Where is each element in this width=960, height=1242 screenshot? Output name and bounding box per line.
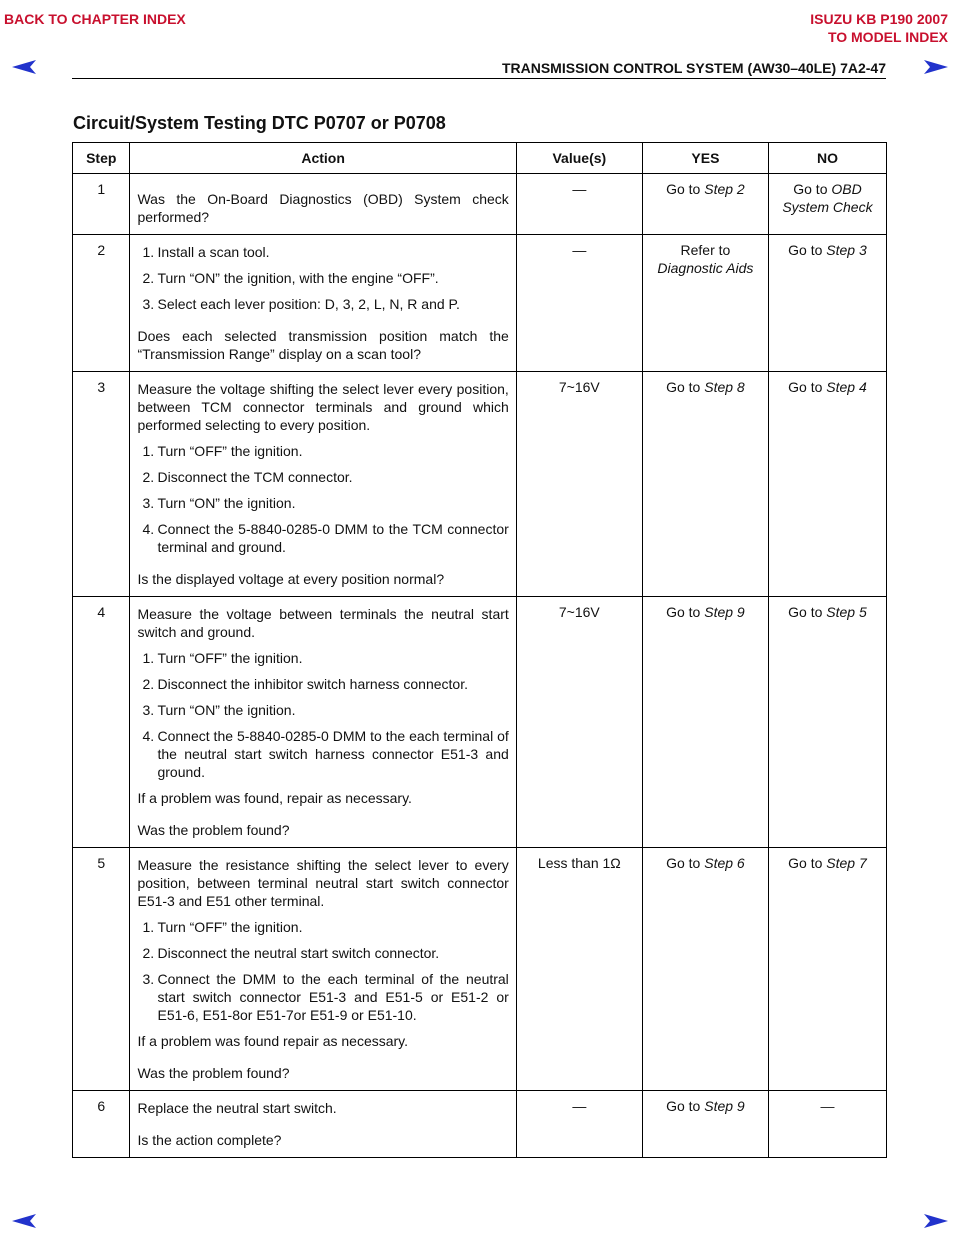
model-title: ISUZU KB P190 2007	[810, 11, 948, 27]
value-cell: 7~16V	[516, 372, 642, 597]
no-target-link[interactable]: OBD System Check	[782, 181, 873, 215]
substep-item: 4. Connect the 5-8840-0285-0 DMM to the TCM connector terminal and ground.	[142, 521, 509, 555]
action-intro: Measure the voltage between terminals the neutral start switch and ground.	[137, 606, 509, 640]
substep-item: 4. Connect the 5-8840-0285-0 DMM to the each terminal of the neutral start switch harness connector E51-3 and ground.	[142, 728, 509, 780]
table-row	[73, 848, 887, 1091]
action-cell	[130, 848, 516, 1091]
value-cell: Less than 1Ω	[516, 848, 642, 1091]
no-cell	[768, 174, 886, 235]
yes-target-link[interactable]: Diagnostic Aids	[657, 260, 754, 276]
header-yes: YES	[642, 143, 768, 174]
no-target-link[interactable]: Step 4	[826, 379, 867, 395]
substep-item: 1. Turn “OFF” the ignition.	[142, 443, 303, 459]
substep-item: 2. Disconnect the neutral start switch connector.	[142, 945, 440, 961]
section-title: Circuit/System Testing DTC P0707 or P0708	[73, 113, 446, 133]
no-cell	[768, 372, 886, 597]
yes-prefix: Go to	[666, 604, 705, 620]
step-number: 6	[73, 1091, 130, 1158]
table-row	[73, 372, 887, 597]
substep-item: 1. Turn “OFF” the ignition.	[142, 919, 303, 935]
action-question: Does each selected transmission position match the “Transmission Range” display on a scan tool?	[137, 328, 509, 362]
step-number: 5	[73, 848, 130, 1091]
no-target-link[interactable]: Step 5	[826, 604, 867, 620]
header-values: Value(s)	[516, 143, 642, 174]
action-cell	[130, 1091, 516, 1158]
prev-page-arrow-icon[interactable]	[10, 58, 38, 76]
yes-target-link[interactable]: Step 9	[704, 1098, 745, 1114]
yes-target-link[interactable]: Step 2	[704, 181, 745, 197]
action-question: Is the displayed voltage at every position normal?	[137, 571, 445, 587]
action-question: Is the action complete?	[137, 1132, 282, 1148]
no-target-link[interactable]: Step 3	[826, 242, 867, 258]
no-cell	[768, 235, 886, 372]
no-prefix: Go to	[793, 181, 832, 197]
value-cell: —	[516, 174, 642, 235]
no-cell	[768, 1091, 886, 1158]
yes-cell	[642, 848, 768, 1091]
yes-cell	[642, 372, 768, 597]
substep-item: 3. Select each lever position: D, 3, 2, L, N, R and P.	[142, 296, 460, 312]
no-cell	[768, 597, 886, 848]
yes-cell	[642, 174, 768, 235]
yes-prefix: Go to	[666, 181, 705, 197]
page-header-title: TRANSMISSION CONTROL SYSTEM (AW30–40LE) 7A2-47	[501, 60, 886, 76]
back-to-chapter-index-link[interactable]: BACK TO CHAPTER INDEX	[4, 11, 186, 27]
action-intro: Measure the resistance shifting the select lever to every position, between terminal neutral start switch connector E51-3 and E51 other terminal.	[137, 857, 509, 909]
action-cell	[130, 174, 516, 235]
action-cell	[130, 597, 516, 848]
yes-prefix: Go to	[666, 379, 705, 395]
table-row	[73, 597, 887, 848]
substep-item: 2. Disconnect the TCM connector.	[142, 469, 353, 485]
step-number: 3	[73, 372, 130, 597]
diagnostic-table	[72, 142, 887, 1158]
yes-target-link[interactable]: Step 8	[704, 379, 745, 395]
next-page-arrow-icon[interactable]	[922, 1212, 950, 1230]
action-note: If a problem was found, repair as necessary.	[137, 790, 412, 806]
yes-cell	[642, 1091, 768, 1158]
substep-list	[137, 243, 508, 313]
value-cell: —	[516, 1091, 642, 1158]
action-intro: Measure the voltage shifting the select lever every position, between TCM connector terminals and ground which performed selecting to every position.	[137, 381, 509, 433]
substep-item: 3. Turn “ON” the ignition.	[142, 702, 296, 718]
to-model-index-link[interactable]: TO MODEL INDEX	[827, 29, 948, 45]
action-question: Was the problem found?	[137, 1065, 290, 1081]
no-target-link[interactable]: —	[820, 1098, 835, 1114]
table-row	[73, 235, 887, 372]
table-row	[73, 174, 887, 235]
next-page-arrow-icon[interactable]	[922, 58, 950, 76]
header-step: Step	[73, 143, 130, 174]
yes-prefix: Go to	[666, 1098, 705, 1114]
action-question: Was the On-Board Diagnostics (OBD) System check performed?	[137, 191, 509, 225]
no-prefix: Go to	[788, 604, 827, 620]
substep-item: 3. Turn “ON” the ignition.	[142, 495, 296, 511]
substep-item: 2. Turn “ON” the ignition, with the engine “OFF”.	[142, 270, 439, 286]
no-prefix: Go to	[788, 379, 827, 395]
no-target-link[interactable]: Step 7	[826, 855, 867, 871]
table-row	[73, 1091, 887, 1158]
no-cell	[768, 848, 886, 1091]
header-divider	[72, 78, 886, 79]
prev-page-arrow-icon[interactable]	[10, 1212, 38, 1230]
yes-target-link[interactable]: Step 6	[704, 855, 745, 871]
yes-cell	[642, 597, 768, 848]
yes-prefix: Refer to	[680, 242, 731, 258]
substep-item: 2. Disconnect the inhibitor switch harness connector.	[142, 676, 468, 692]
no-prefix: Go to	[788, 855, 827, 871]
action-question: Was the problem found?	[137, 822, 290, 838]
step-number: 1	[73, 174, 130, 235]
substep-list	[137, 649, 508, 781]
substep-item: 3. Connect the DMM to the each terminal of the neutral start switch connector E51-3 and E51-5 or E51-2 or E51-6, E51-8or E51-7or E51-9 or E51-10.	[142, 971, 509, 1023]
action-cell	[130, 372, 516, 597]
yes-prefix: Go to	[666, 855, 705, 871]
action-cell	[130, 235, 516, 372]
value-cell: —	[516, 235, 642, 372]
substep-item: 1. Turn “OFF” the ignition.	[142, 650, 303, 666]
header-no: NO	[768, 143, 886, 174]
action-note: If a problem was found repair as necessary.	[137, 1033, 409, 1049]
step-number: 4	[73, 597, 130, 848]
step-number: 2	[73, 235, 130, 372]
yes-target-link[interactable]: Step 9	[704, 604, 745, 620]
action-intro: Replace the neutral start switch.	[137, 1100, 337, 1116]
no-prefix: Go to	[788, 242, 827, 258]
substep-list	[137, 442, 508, 556]
substep-list	[137, 918, 508, 1024]
table-header-row	[73, 143, 887, 174]
substep-item: 1. Install a scan tool.	[142, 244, 270, 260]
header-action: Action	[130, 143, 516, 174]
yes-cell	[642, 235, 768, 372]
value-cell: 7~16V	[516, 597, 642, 848]
